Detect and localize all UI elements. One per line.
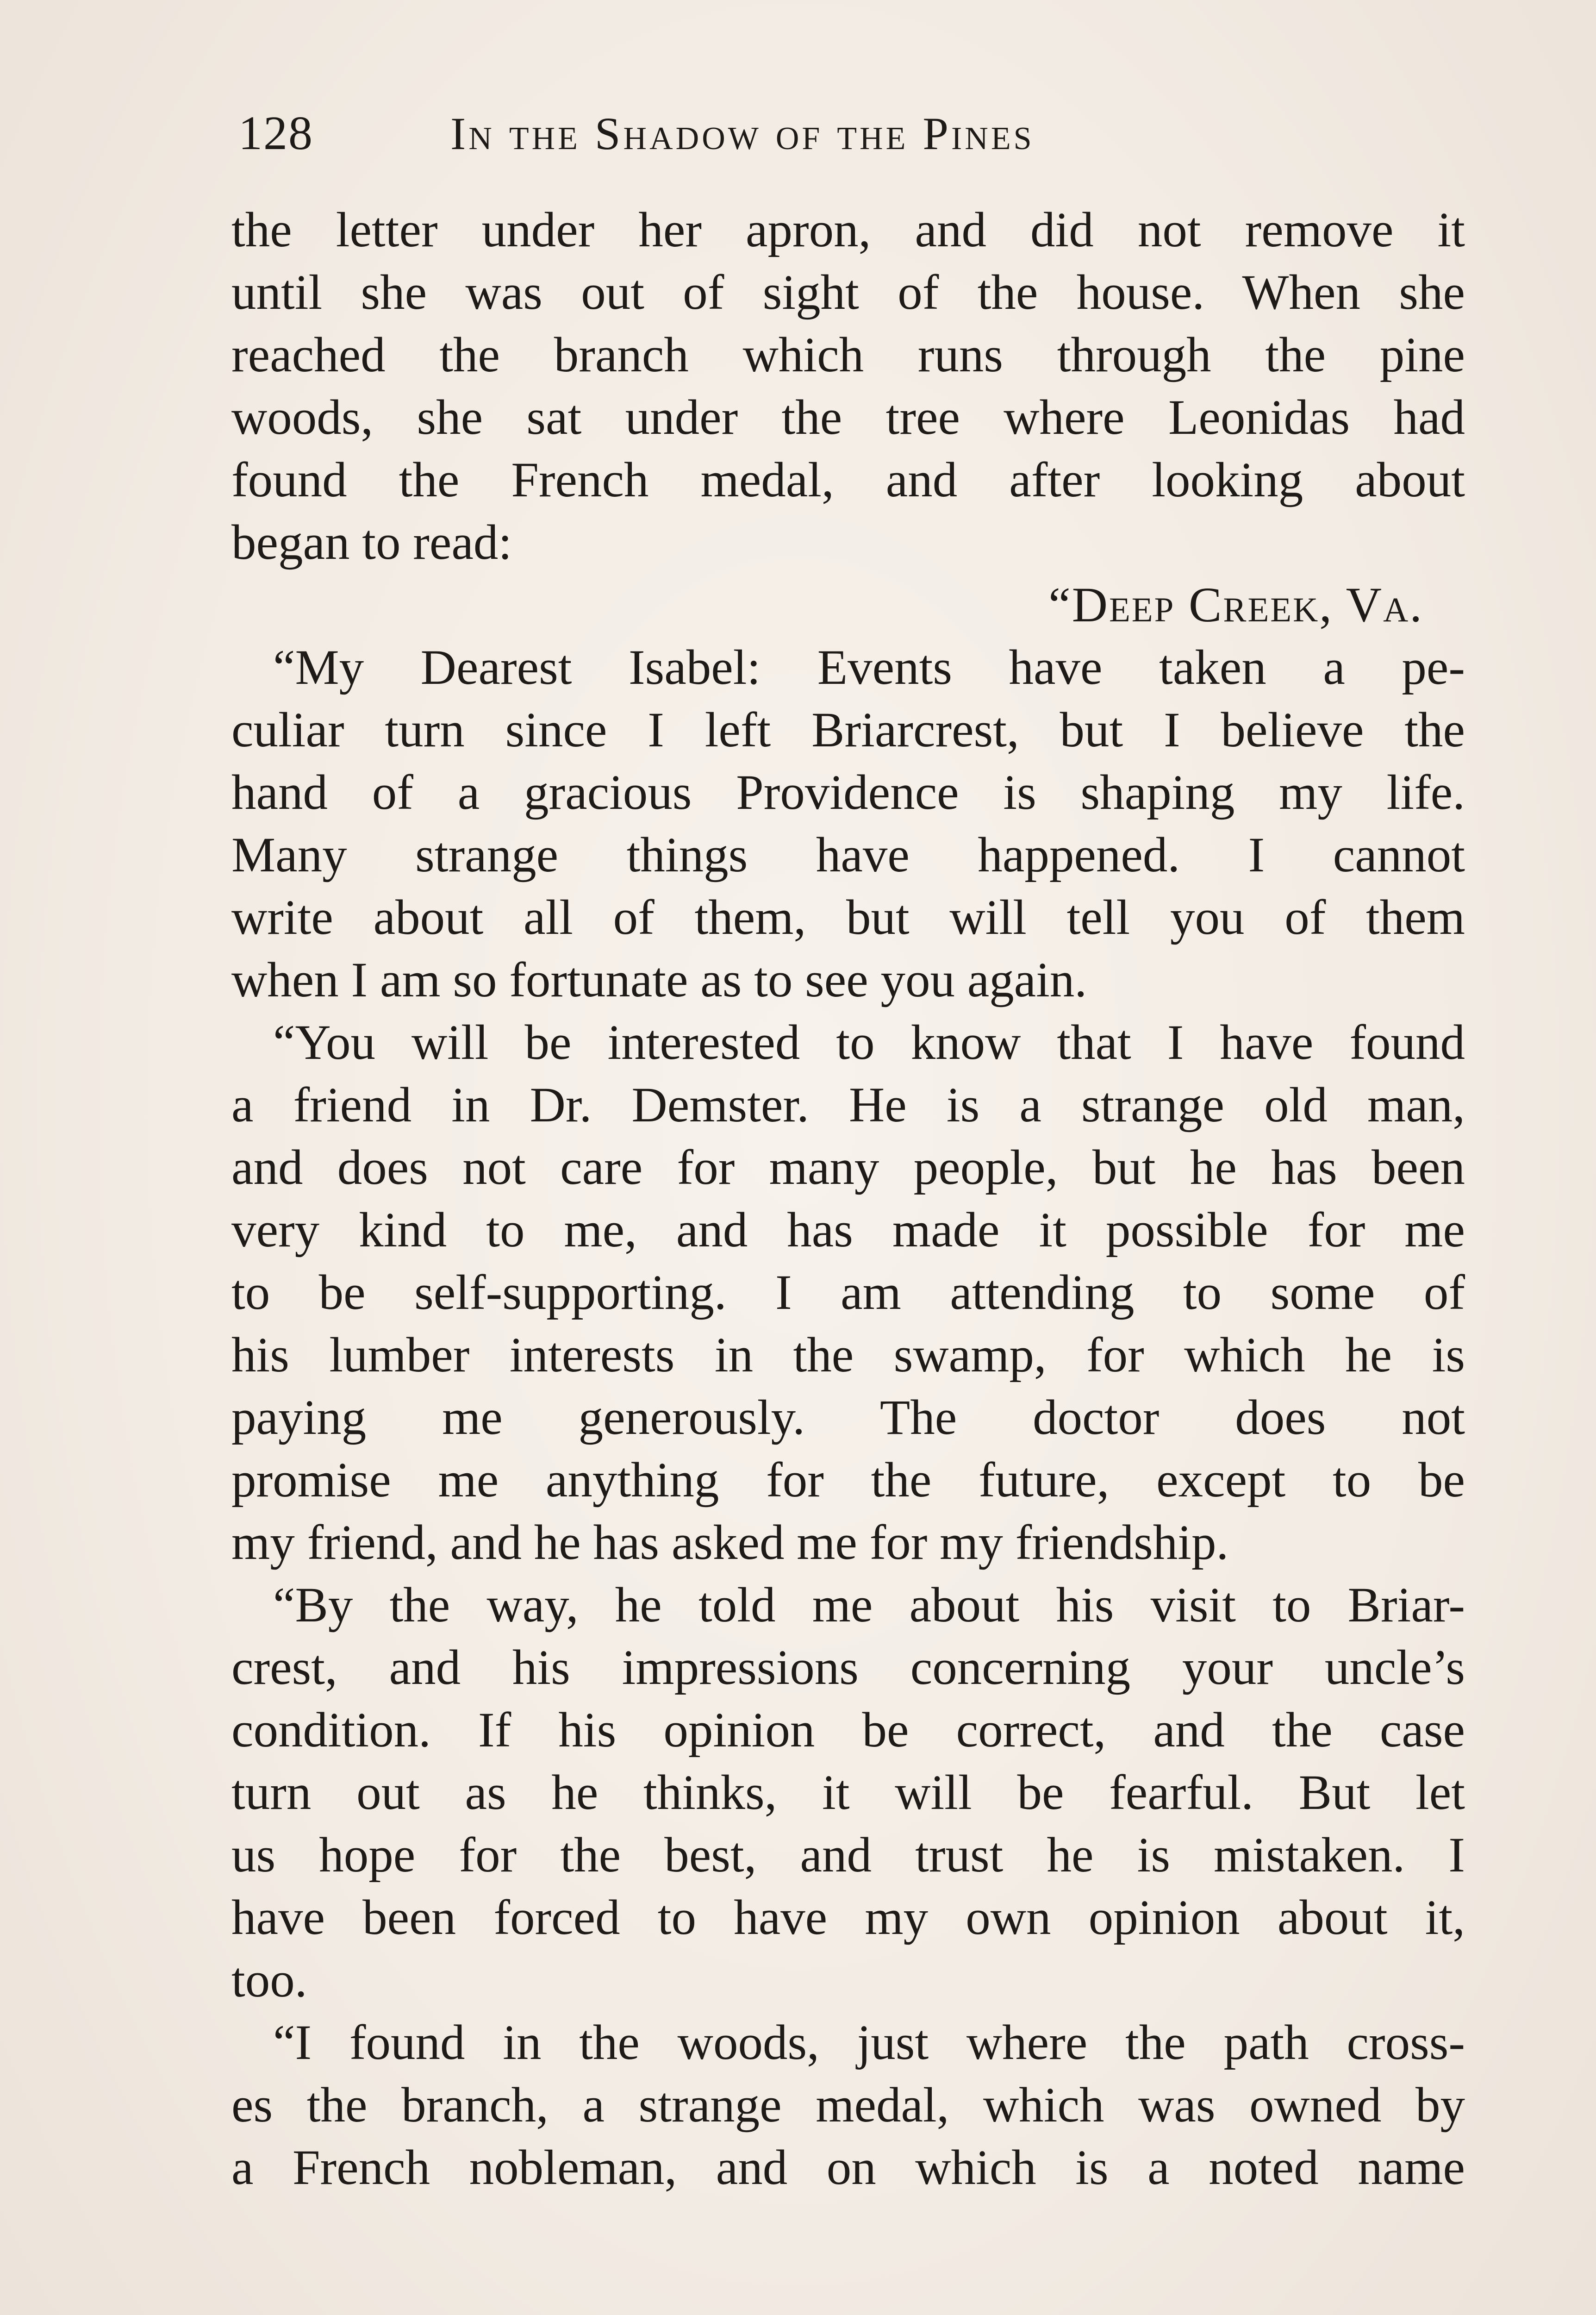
text-line: write about all of them, but will tell you of them bbox=[231, 890, 1465, 945]
text-line: a friend in Dr. Demster. He is a strange old man, bbox=[231, 1078, 1465, 1132]
text-line: and does not care for many people, but he has been bbox=[231, 1140, 1465, 1195]
text-line: a French nobleman, and on which is a noted name bbox=[231, 2140, 1465, 2195]
text-line: “My Dearest Isabel: Events have taken a pe- bbox=[273, 640, 1465, 695]
text-line: found the French medal, and after looking about bbox=[231, 453, 1465, 507]
text-line: crest, and his impressions concerning your uncle’s bbox=[231, 1640, 1465, 1695]
body-text bbox=[231, 199, 1465, 2199]
text-line: reached the branch which runs through the pine bbox=[231, 328, 1465, 382]
text-line: the letter under her apron, and did not remove it bbox=[231, 203, 1465, 257]
page-header bbox=[238, 101, 1257, 166]
text-line: culiar turn since I left Briarcrest, but I believe the bbox=[231, 703, 1465, 757]
text-line: when I am so fortunate as to see you again. bbox=[231, 953, 1087, 1007]
text-line: began to read: bbox=[231, 515, 512, 570]
running-title: In the Shadow of the Pines bbox=[450, 108, 1035, 159]
page-number: 128 bbox=[238, 106, 313, 160]
text-line: woods, she sat under the tree where Leonidas had bbox=[231, 390, 1465, 445]
text-line: his lumber interests in the swamp, for which he is bbox=[231, 1328, 1465, 1383]
text-line: Many strange things have happened. I cannot bbox=[231, 828, 1465, 882]
text-line: until she was out of sight of the house. When she bbox=[231, 265, 1465, 320]
text-line: to be self-supporting. I am attending to some of bbox=[231, 1265, 1465, 1320]
text-line: “By the way, he told me about his visit to Briar- bbox=[273, 1578, 1465, 1633]
text-line: very kind to me, and has made it possible for me bbox=[231, 1203, 1465, 1258]
text-line: “You will be interested to know that I have found bbox=[273, 1015, 1465, 1070]
text-line: too. bbox=[231, 1953, 307, 2008]
text-line: us hope for the best, and trust he is mistaken. I bbox=[231, 1828, 1465, 1883]
text-line: promise me anything for the future, except to be bbox=[231, 1453, 1465, 1508]
text-line: es the branch, a strange medal, which was owned by bbox=[231, 2078, 1465, 2133]
text-line: “I found in the woods, just where the path cross- bbox=[273, 2015, 1465, 2070]
text-line: hand of a gracious Providence is shaping my life. bbox=[231, 765, 1465, 820]
text-line: turn out as he thinks, it will be fearful. But let bbox=[231, 1765, 1465, 1820]
text-line: paying me generously. The doctor does not bbox=[231, 1390, 1465, 1445]
letter-dateline: “Deep Creek, Va. bbox=[1048, 578, 1423, 632]
text-line: have been forced to have my own opinion about it, bbox=[231, 1890, 1465, 1945]
text-line: condition. If his opinion be correct, and the case bbox=[231, 1703, 1465, 1758]
text-line: my friend, and he has asked me for my friendship. bbox=[231, 1515, 1229, 1570]
